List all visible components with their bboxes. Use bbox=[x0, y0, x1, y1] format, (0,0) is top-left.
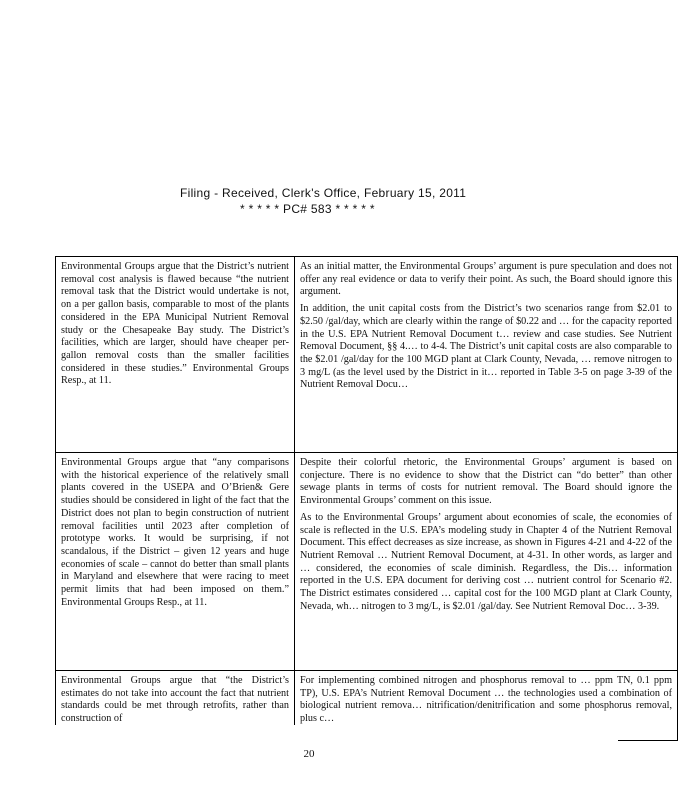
pc-stamp: * * * * * PC# 583 * * * * * bbox=[240, 202, 375, 216]
comment-text: Environmental Groups argue that “the District’s estimates do not take into account the fact that nutrient standards could be met through retrofits, rather than construction of bbox=[61, 675, 289, 725]
response-paragraph: Despite their colorful rhetoric, the Environmental Groups’ argument is based on conjecture. There is no evidence to show that the District can “do better” than other sewage plants in terms of costs for nutrient removal. The Board should ignore the Environmental Groups’ comment on this issue. bbox=[300, 457, 672, 507]
filing-stamp: Filing - Received, Clerk's Office, February 15, 2011 bbox=[180, 186, 467, 200]
table-row bbox=[56, 453, 678, 671]
comment-text: Environmental Groups argue that the District’s nutrient removal cost analysis is flawed because “the nutrient removal task that the District would undertake is not, on a per gallon basis, comparable to most of the plants considered in the EPA Municipal Nutrient Removal study or the Chesapeake Bay study. The District’s facilities, which are larger, should have cheaper per-gallon removal costs than the smaller facilities considered in these studies.” Environmental Groups Resp., at 11. bbox=[61, 261, 289, 387]
response-table bbox=[55, 256, 678, 741]
page-number: 20 bbox=[303, 748, 315, 760]
comment-cell bbox=[56, 257, 295, 453]
response-cell bbox=[295, 453, 678, 671]
table-row bbox=[56, 257, 678, 453]
response-cell bbox=[295, 257, 678, 453]
response-paragraph: As to the Environmental Groups’ argument about economies of scale, the economies of scale is reflected in the U.S. EPA’s modeling study in Chapter 4 of the Nutrient Removal Document. This effect decreases as size increase, as shown in Figures 4-21 and 4-22 of the Nutrient Removal … Nutrient Removal Document, at 4-31. In other words, as larger and … considered, the economies of scale diminish. Regardless, the Dis… information reported in the U.S. EPA document for deriving cost … nutrient control for Scenario #2. The District estimates considered … capital cost for the 100 MGD plant at Clark County, Nevada, wh… nitrogen to 3 mg/L, is $2.01 /gal/day. See Nutrient Removal Doc… 3-39. bbox=[300, 511, 672, 612]
response-paragraph: For implementing combined nitrogen and phosphorus removal to … ppm TN, 0.1 ppm TP), U.S. EPA’s Nutrient Removal Document … the technologies used a combination of biological nutrient remova… nitrification/denitrification and some phosphorus removal, plus c… bbox=[300, 675, 672, 725]
page-cut bbox=[0, 725, 618, 800]
comment-cell bbox=[56, 453, 295, 671]
response-paragraph: As an initial matter, the Environmental Groups’ argument is pure speculation and does not offer any real evidence or data to verify their point. As such, the Board should ignore this argument. bbox=[300, 261, 672, 298]
comment-text: Environmental Groups argue that “any comparisons with the historical experience of the relatively small plants covered in the USEPA and O’Brien& Gere studies should be considered in light of the fact that the District does not plan to begin construction of nutrient removal facilities until 2023 after completion of prototype works. It would be surprising, if not scandalous, if the District – given 12 years and huge economies of scale – cannot do better than small plants in Maryland and elsewhere that were racing to meet permit limits that had been imposed on them.” Environmental Groups Resp., at 11. bbox=[61, 457, 289, 608]
response-paragraph: In addition, the unit capital costs from the District’s two scenarios range from $2.01 to $2.50 /gal/day, which are clearly within the range of $0.22 and … for the capacity reported in the U.S. EPA Nutrient Removal Document t… review and case studies. See Nutrient Removal Document, §§ 4.… to 4-4. The District’s unit capital costs are also comparable to the $2.01 /gal/day for the 100 MGD plant at Clark County, Nevada, … remove nitrogen to 3 mg/L (as the level used by the District in it… reported in Table 3-5 on page 3-39 of the Nutrient Removal Docu… bbox=[300, 303, 672, 391]
